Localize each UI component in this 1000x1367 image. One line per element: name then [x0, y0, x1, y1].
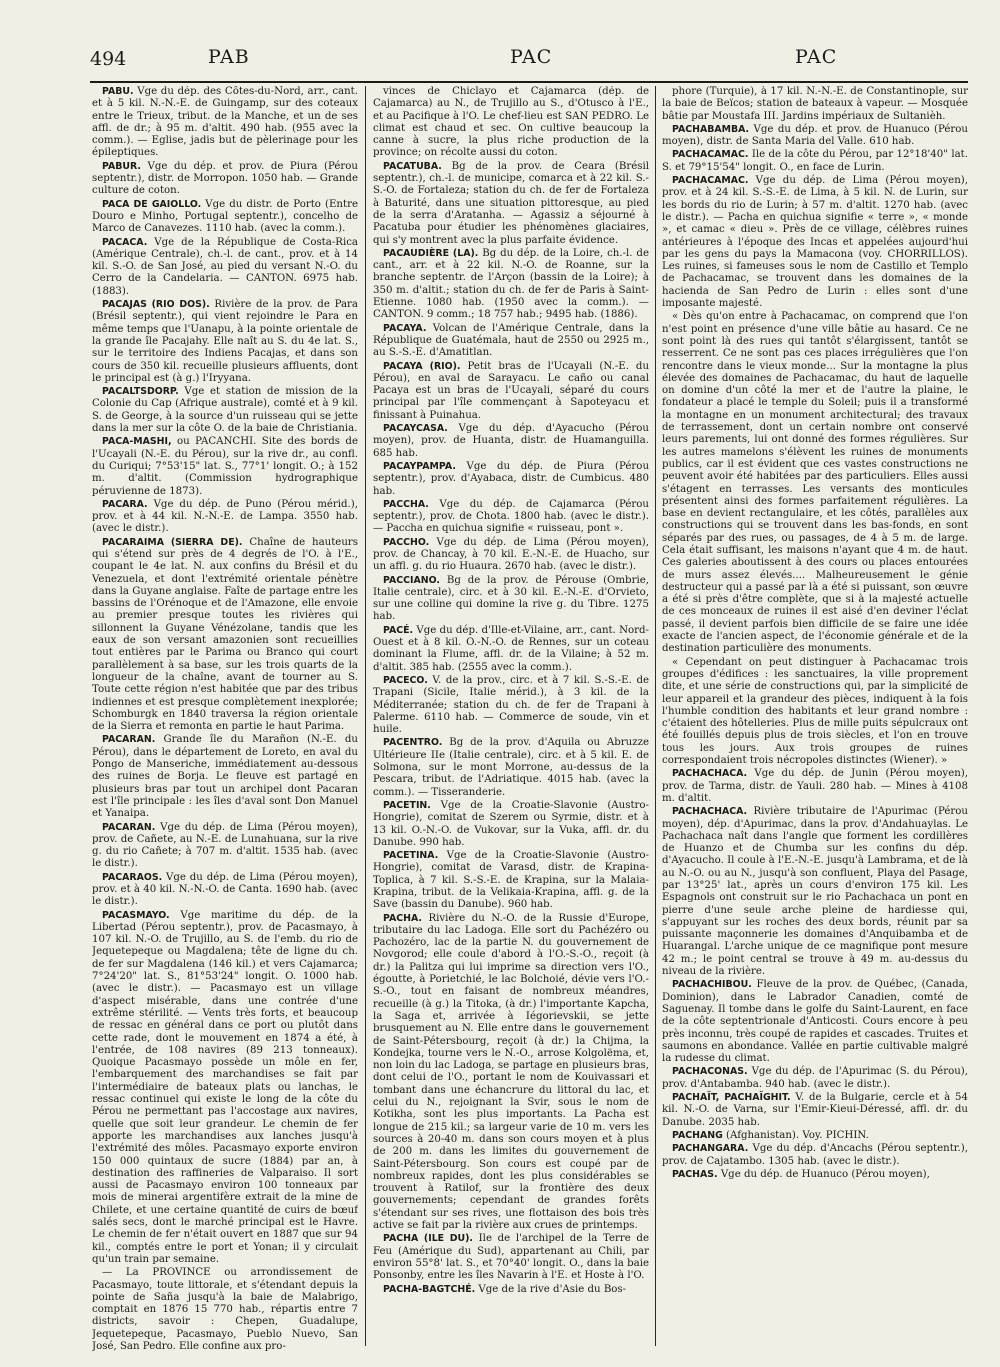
- dictionary-entry: [373, 161, 649, 247]
- entry-headword: PACHABAMBA.: [672, 123, 750, 135]
- entry-headword: PACHACHACA.: [672, 806, 748, 818]
- running-head-left: PAB: [208, 46, 250, 68]
- dictionary-entry: [92, 436, 358, 497]
- dictionary-entry: [373, 537, 649, 574]
- entry-headword: PACHA-BAGTCHÉ.: [383, 1283, 476, 1295]
- entry-text: Vge du distr. de Porto (Entre Douro e Minho, Portugal septentr.), concelho de Marco de Canavezes. 1110 hab. (avec la comm.).: [92, 198, 358, 235]
- text-column-2: [373, 86, 649, 1356]
- entry-text: Vge du dép. de Lima (Pérou moyen), prov. et à 24 kil. S.-S.-E. de Lima, à 5 kil. N. de Lurin, sur les bords du rio de Lurin; à 57 m. d'altit. 1270 hab. (avec le distr.). — Pacha en quichua signifie « terre », « monde », et camac « dieu ». Près de ce village, célèbres ruines antérieures à l'époque des Incas et appelées aujourd'hui par les gens du pays la Mamacona (voy. CHORRILLOS). Les ruines, si fameuses sous le nom de Castillo et Templo de Pachacamac, se trouvent dans les domaines de la hacienda de San Pedro de Lurin : elles sont d'une imposante majesté.: [662, 175, 968, 310]
- entry-text: Fleuve de la prov. de Québec, (Canada, Dominion), dans le Labrador Canadien, comté de Saguenay. Il tombe dans le golfe du Saint-Laurent, en face de la côte septentrionale d'Anticosti. Cours encore à peu près inconnu, très coupé de rapides et cascades. Truites et saumons en abondance. Vallée en partie cultivable malgré la rudesse du climat.: [662, 979, 968, 1065]
- dictionary-entry: [373, 1233, 649, 1282]
- entry-text: Vge du dép. de Lima (Pérou moyen), prov. et à 40 kil. N.-N.-O. de Canta. 1690 hab. (avec le distr.).: [92, 871, 358, 908]
- dictionary-entry: [92, 299, 358, 385]
- dictionary-entry: [662, 1143, 968, 1168]
- entry-text: Vge maritime du dép. de la Libertad (Pérou septentr.), prov. de Pacasmayo, à 107 kil. N.-O. de Trujillo, au S. de l'emb. du rio de Jequetepeque ou Magdalena; tête de ligne du ch. de fer sur Magdalena (146 kil.) et vers Cajamarca; 7°24'20" lat. S., 81°53'24" longit. O. 1000 hab. (avec le distr.). — Pacasmayo est un village d'aspect misérable, dans une contrée d'une extrême stérilité. — Vents très forts, et beaucoup de ressac en général dans ce port ou plutôt dans cette rade, dont le mouvement en 1874 a été, à l'entrée, de 108 navires (89 213 tonneaux). Quoique Pacasmayo possède un môle en fer, l'embarquement des marchandises se fait par l'intermédiaire de bateaux plats ou lanchas, le ressac continuel qui existe le long de la côte du Pérou ne permettant pas l'accostage aux navires, quelle que soit leur grandeur. Le chemin de fer apporte les marchandises aux lanches jusqu'à l'extrémité des môles. Pacasmayo exporte environ 150 000 quintaux de sucre (1884) par an, à destination des raffineries de Valparaiso. Il sort aussi de Pacasmayo environ 100 tonneaux par mois de minerai argentifère extrait de la mine de Chilete, et une certaine quantité de cuirs de bœuf salés secs, dont le marché principal est le Havre. Le chemin de fer n'était ouvert en 1887 que sur 94 kil., comptés entre le port et Yonan; il y circulait qu'un train par semaine.: [92, 909, 358, 1265]
- entry-text: Rivière du N.-O. de la Russie d'Europe, tributaire du lac Ladoga. Elle sort du Pachézéro ou Pachozéro, lac de la partie N. du gouvernement de Novgorod; elle coule d'abord à l'O.-S.-O., reçoit (à dr.) la Palitza qui lui imprime sa direction vers l'O., égoutte, à Porietchié, le lac Bolchoié, dévie vers l'O.-S.-O., tout en faisant de nombreux méandres, recueille (à g.) la Titoka, (à dr.) l'importante Kapcha, la Saga et, arrivée à Iégorievskii, se jette brusquement au N. Elle entre dans le gouvernement de Saint-Pétersbourg, reçoit (à dr.) la Chijma, la Kondejka, tourne vers le N.-O., arrose Kolgolëma, et, non loin du lac Ladoga, se partage en plusieurs bras, dont celui de l'O., portant le nom de Kouivassari et tombant dans une échancrure du littoral du lac, et celui du N., rejoignant la Svir, sous le nom de Kotikha, sont les plus importants. La Pacha est longue de 215 kil.; sa largeur varie de 10 m. vers les sources à 20-40 m. dans son cours moyen et à plus de 200 m. dans les limites du gouvernement de Saint-Pétersbourg. Son cours est coupé par de nombreux rapides, dont les plus considérables se trouvent à Ratilof, sur la frontière des deux gouvernements; cependant de grandes forêts s'étendant sur ses rives, une flottaison des bois très active se fait par la rivière aux crues de printemps.: [373, 912, 649, 1232]
- dictionary-entry: [373, 737, 649, 798]
- entry-headword: PACETINA.: [383, 850, 439, 862]
- entry-headword: PACAYPAMPA.: [383, 460, 456, 472]
- text-column-1: [92, 86, 358, 1356]
- dictionary-entry: [373, 575, 649, 624]
- dictionary-entry: [92, 910, 358, 1267]
- entry-headword: PACACA.: [102, 236, 148, 248]
- entry-headword: PACHA (ILE DU).: [383, 1233, 473, 1245]
- entry-text: Vge du dép. de Cajamarca (Pérou septentr.), prov. de Chota. 1800 hab. (avec le distr.). — Paccha en quichua signifie « ruisseau, pont ».: [373, 498, 649, 535]
- dictionary-entry: [92, 822, 358, 871]
- running-head-center: PAC: [510, 46, 553, 68]
- entry-headword: PACHACONAS.: [672, 1066, 748, 1078]
- dictionary-entry: [662, 768, 968, 805]
- entry-headword: PACHANG: [672, 1129, 723, 1141]
- dictionary-entry: [373, 913, 649, 1233]
- entry-text: vinces de Chiclayo et Cajamarca (dép. de Cajamarca) au N., de Trujillo au S., d'Otusco à l'E., et au Pacifique à l'O. Le chef-lieu est SAN PEDRO. Le climat est chaud et sec. On cultive beaucoup la canne à sucre, la plus riche production de la province; on récolte aussi du coton.: [373, 86, 649, 159]
- page-header: [90, 44, 970, 74]
- entry-headword: PACA-MASHI,: [102, 436, 172, 448]
- column-divider: [365, 86, 366, 1346]
- entry-headword: PACCIANO.: [383, 574, 440, 586]
- entry-headword: PACHAS.: [672, 1168, 718, 1180]
- entry-headword: PABU.: [102, 86, 134, 97]
- dictionary-entry: [662, 1092, 968, 1129]
- entry-text: ou PACANCHI. Site des bords de l'Ucayali (N.-E. du Pérou), sur la rive dr., au confl. du Curiqui; 7°53'15" lat. S., 77°1' longit. O.; à 152 m. d'altit. (Commission hydrographique péruvienne de 1873).: [92, 436, 358, 497]
- entry-headword: PACCHA.: [383, 498, 429, 510]
- dictionary-entry: [662, 149, 968, 174]
- dictionary-entry: [662, 806, 968, 978]
- entry-text: Vge de la Croatie-Slavonie (Austro-Hongrie), comitat de Varasd, distr. de Krapina-Toplica, à 7 kil. S.-S.-E. de Krapina, sur la Malaia-Krapina, tribut. de la Velikaia-Krapina, affl. g. de la Save (bassin du Danube). 960 hab.: [373, 850, 649, 911]
- entry-text: Volcan de l'Amérique Centrale, dans la République de Guatémala, haut de 2550 ou 2925 m., au S.-S.-E. d'Amatitlan.: [373, 322, 649, 359]
- dictionary-entry: [373, 499, 649, 536]
- dictionary-entry: [92, 499, 358, 536]
- entry-headword: PACHACAMAC.: [672, 149, 749, 161]
- entry-text: Vge du dép. de Lima (Pérou moyen), prov. de Chancay, à 70 kil. E.-N.-E. de Huacho, sur un affl. g. du rio Huaura. 2670 hab. (avec le distr.).: [373, 536, 649, 573]
- entry-headword: PACAYA (RIO).: [383, 360, 461, 372]
- dictionary-entry: [92, 199, 358, 236]
- dictionary-entry: [92, 86, 358, 160]
- entry-headword: PACHACAMAC.: [672, 175, 749, 187]
- entry-headword: PACARAN.: [102, 734, 156, 746]
- entry-text: Vge du dép. et prov. de Huanuco (Pérou moyen), distr. de Santa Maria del Valle. 610 hab.: [662, 123, 968, 148]
- entry-headword: PACALTSDORP.: [102, 386, 179, 398]
- entry-headword: PACHACHIBOU.: [672, 979, 752, 991]
- entry-headword: PACAYCASA.: [383, 423, 448, 435]
- entry-text: Vge de la République de Costa-Rica (Amérique Centrale), ch.-l. de cant., prov. et à 14 kil. S.-O. de San José, au pied du versant N.-O. du Cerro de la Candelaria. — CANTON. 6975 hab. (1883).: [92, 236, 358, 297]
- entry-text: Vge du dép. de l'Apurimac (S. du Pérou), prov. d'Antabamba. 940 hab. (avec le distr.).: [662, 1066, 968, 1090]
- dictionary-entry: [662, 1066, 968, 1091]
- page-number: 494: [90, 48, 127, 70]
- entry-text: Vge du dép. de Lima (Pérou moyen), prov. de Cañete, au N.-E. de Lunahuana, sur la rive g. du rio Cañete; à 707 m. d'altit. 1535 hab. (avec le distr.).: [92, 821, 358, 870]
- entry-headword: PACARAOS.: [102, 871, 163, 883]
- entry-text: Chaîne de hauteurs qui s'étend sur près de 4 degrés de l'O. à l'E., coupant le 4e lat. N. aux confins du Brésil et du Venezuela, et dont l'extrémité orientale pénètre dans la Guyane anglaise. Faîte de partage entre les bassins de l'Orénoque et de l'Amazone, elle envoie au premier presque toutes les rivières qui sillonnent la Guyane Vénézolane, tandis que les eaux de son versant amazonien sont recueillies tout entières par le Parima ou Branco qui court parallèlement à sa base, sur les trois quarts de la longueur de la chaîne, avant de tourner au S. Toute cette région n'est habitée que par des tribus indiennes et est presque complètement inexplorée; Schomburgk en 1840 traversa la région orientale de la Sierra et remonta en partie le haut Parima.: [92, 536, 358, 733]
- entry-text: Vge du dép. d'Ancachs (Pérou septentr.), prov. de Cajatambo. 1305 hab. (avec le distr.).: [662, 1143, 968, 1167]
- entry-headword: PACARA.: [102, 498, 148, 510]
- entry-text: Bg de la prov. de Pérouse (Ombrie, Italie centrale), circ. et à 30 kil. E.-N.-E. d'Orvieto, sur une colline qui domine la rive g. du Tibre. 1275 hab.: [373, 574, 649, 623]
- dictionary-entry: [92, 386, 358, 435]
- entry-text: Bg du dép. de la Loire, ch.-l. de cant., arr. et à 22 kil. N.-O. de Roanne, sur la branche septentr. de l'Arçon (bassin de la Loire); à 350 m. d'altit.; station du ch. de fer de Paris à Saint-Etienne. 1080 hab. (1950 avec la comm.). — CANTON. 9 comm.; 18 757 hab.; 9495 hab. (1886).: [373, 247, 649, 321]
- text-column-3: [662, 86, 968, 1356]
- entry-text: Ile de la côte du Pérou, par 12°18'40" lat. S. et 79°15'54" longit. O., en face de Lurin.: [662, 149, 968, 173]
- dictionary-entry: [92, 161, 358, 198]
- dictionary-entry: [662, 124, 968, 149]
- column-divider: [655, 86, 656, 1346]
- dictionary-entry: [662, 311, 968, 655]
- dictionary-entry: [373, 248, 649, 322]
- entry-text: Vge du dép. et prov. de Piura (Pérou septentr.), distr. de Morropon. 1050 hab. — Grande culture de coton.: [92, 160, 358, 197]
- dictionary-entry: [92, 237, 358, 298]
- entry-text: « Cependant on peut distinguer à Pachacamac trois groupes d'édifices : les sanctuaires, la ville proprement dite, et une série de constructions qui, par la simplicité de leur appareil et la grandeur des pièces, indiquent à la fois l'humble condition des habitants et leur grand nombre : c'étaient des hôtelleries. Plus de mille puits sépulcraux ont été fouillés depuis plus de trois siècles, et l'on en trouve tous les jours. Aux trois groupes de ruines correspondaient trois nécropoles distinctes (Wiener). »: [662, 656, 968, 767]
- entry-text: Rivière tributaire de l'Apurimac (Pérou moyen), dép. d'Apurimac, dans la prov. d'Andahuaylas. Le Pachachaca naît dans l'angle que forment les cordillères de Huanzo et de Chumba sur les confins du dép. d'Ayacucho. Il coule à l'E.-N.-E. jusqu'à Lambrama, et de là au N.-O. ou au N., jusqu'à son confluent, Playa del Pasage, par 13°25' lat., après un cours d'environ 175 kil. Les Espagnols ont construit sur le rio Pachachaca un pont en pierre d'une seule arche pleine de hardiesse qui, s'appuyant sur les roches des deux bords, réunit par sa puissante maçonnerie les domaines d'Anquibamba et de Huarangal. L'arche unique de ce magnifique pont mesure 42 m.; le point central se trouve à 49 m. au-dessus du niveau de la rivière.: [662, 806, 968, 978]
- dictionary-entry: [662, 1130, 968, 1142]
- dictionary-entry: [662, 1169, 968, 1181]
- dictionary-entry: [662, 657, 968, 768]
- dictionary-entry: [373, 423, 649, 460]
- dictionary-entry: [373, 675, 649, 736]
- entry-headword: PACAJAS (RIO DOS).: [102, 299, 210, 311]
- entry-text: Vge du dép. de Huanuco (Pérou moyen),: [720, 1168, 930, 1180]
- dictionary-entry: [373, 323, 649, 360]
- entry-headword: PACARAN.: [102, 821, 156, 833]
- entry-text: Grande île du Marañon (N.-E. du Pérou), dans le département de Loreto, en aval du Pongo de Manseriche, immédiatement au-dessous des ruines de Borja. Le fleuve est partagé en plusieurs bras par tout un archipel dont Pacaran est l'île principale : les îles d'aval sont Don Manuel et Yanaipa.: [92, 734, 358, 820]
- entry-text: « Dès qu'on entre à Pachacamac, on comprend que l'on n'est point en présence d'une ville bâtie au hasard. Ce ne sont point là des rues qui tantôt s'élargissent, tantôt se resserrent. Ce ne sont pas ces places irrégulières que l'on rencontre dans le vieux monde... Sur la montagne la plus élevée des domaines de Pachacamac, du haut de laquelle on domine d'un côté la mer et de l'autre la plaine, le fondateur a placé le temple du Soleil; puis il a transformé la montagne en un monument architectural; des travaux de terrassement, dont un certain nombre ont conservé leurs parements, lui ont donné des formes régulières. Sur les autres mamelons s'élèvent les ruines de monuments publics, car il est évident que ces vastes constructions ne peuvent avoir été habitées par des particuliers. Elles aussi s'étagent en terrasses. Les versants des monticules présentent ainsi des formes parfaitement régulières. La base en devient rectangulaire, et les côtés, parallèles aux constructions qui se trouvent dans les bas-fonds, en sont séparés par des rues, ou passages, de 4 à 5 m. de large. Cela était suffisant, les maisons n'ayant que 4 m. de haut. Ces galeries aboutissent à des cours ou places entourées de murs assez élevés.... Malheureusement le génie destructeur qui a passé par là a été si puissant, son œuvre a été si près d'être complète, que si à la majesté actuelle de ces monceaux de ruines il est aisé d'en deviner l'éclat passé, il devient parfois bien difficile de se faire une idée exacte de l'ancien aspect, de l'économie générale et de la destination particulière des monuments.: [662, 311, 968, 655]
- entry-text: Rivière de la prov. de Para (Brésil septentr.), qui vient rejoindre le Para en même temps que l'Uanapu, à la pointe orientale de la grande île Pacajahy. Elle naît au S. du 4e lat. S., sur le territoire des Indiens Pacajas, et dans son cours de 350 kil. recueille plusieurs affluents, dont le principal est (à g.) l'Iryyana.: [92, 299, 358, 384]
- entry-text: Vge du dép. d'Ille-et-Vilaine, arr., cant. Nord-Ouest et à 8 kil. O.-N.-O. de Rennes, sur un coteau dominant la Flume, affl. dr. de la Vilaine; à 52 m. d'altit. 385 hab. (2555 avec la comm.).: [373, 624, 649, 673]
- dictionary-entry: [373, 1284, 649, 1296]
- entry-text: phore (Turquie), à 17 kil. N.-N.-E. de Constantinople, sur la baie de Beïcos; station de bateaux à vapeur. — Mosquée bâtie par Moustafa III. Jardins impériaux de Sultanièh.: [662, 86, 968, 122]
- entry-text: Vge du dép. de Piura (Pérou septentr.), prov. d'Ayabaca, distr. de Cumbicus. 480 hab.: [373, 460, 649, 497]
- dictionary-entry: [662, 175, 968, 310]
- entry-text: Bg de la prov. de Ceara (Brésil septentr.), ch.-l. de municipe, comarca et à 22 kil. S.-S.-O. de Fortaleza; station du ch. de fer de Fortaleza à Baturité, dans une situation pittoresque, au pied de la serra d'Aratanha. — Agassiz a séjourné à Pacatuba pour étudier les phénomènes glaciaires, qui s'y montrent avec la plus parfaite évidence.: [373, 160, 649, 246]
- entry-text: Vge de la Croatie-Slavonie (Austro-Hongrie), comitat de Szerem ou Syrmie, distr. et à 13 kil. O.-N.-O. de Vukovar, sur la Vuka, affl. dr. du Danube. 990 hab.: [373, 799, 649, 848]
- entry-headword: PACAYA.: [383, 322, 427, 334]
- entry-text: V. de la prov., circ. et à 7 kil. S.-S.-E. de Trapani (Sicile, Italie mérid.), à 3 kil. de la Méditerranée; station du ch. de fer de Trapani à Palerme. 6110 hab. — Commerce de soude, vin et huile.: [373, 674, 649, 736]
- entry-headword: PACHACHACA.: [672, 768, 748, 780]
- dictionary-entry: [373, 361, 649, 422]
- entry-headword: PACASMAYO.: [102, 909, 170, 921]
- entry-text: Vge du dép. d'Ayacucho (Pérou moyen), prov. de Huanta, distr. de Huamanguilla. 685 hab.: [373, 423, 649, 459]
- entry-headword: PACHAÏT, PACHAÏGHIT.: [672, 1092, 791, 1104]
- entry-headword: PABUR.: [102, 160, 141, 172]
- dictionary-entry: [373, 850, 649, 911]
- entry-headword: PACÉ.: [383, 624, 414, 636]
- entry-text: Vge du dép. de Junin (Pérou moyen), prov. de Tarma, distr. de Yauli. 280 hab. — Mines à 4108 m. d'altit.: [662, 768, 968, 804]
- entry-headword: PACAUDIÈRE (LA).: [383, 247, 479, 259]
- dictionary-entry: [92, 734, 358, 820]
- dictionary-entry: [662, 979, 968, 1065]
- dictionary-entry: [373, 625, 649, 674]
- entry-headword: PACHA.: [383, 912, 422, 924]
- entry-text: Petit bras de l'Ucayali (N.-E. du Pérou), en aval de Sarayacu. Le caño ou canal Pacaya est un bras de l'Ucayali, séparé du cours principal par l'île commençant à Sapoteyacu et finissant à Puinahua.: [373, 360, 649, 421]
- dictionary-entry: [373, 461, 649, 498]
- entry-headword: PACATUBA.: [383, 160, 442, 172]
- running-head-right: PAC: [795, 46, 838, 68]
- dictionary-entry: [92, 872, 358, 909]
- entry-headword: PACENTRO.: [383, 737, 443, 749]
- entry-headword: PACCHO.: [383, 536, 430, 548]
- entry-headword: PACARAIMA (SIERRA DE).: [102, 536, 243, 548]
- entry-headword: PACETIN.: [383, 799, 431, 811]
- dictionary-entry: [92, 1267, 358, 1353]
- entry-text: (Afghanistan). Voy. PICHIN.: [726, 1129, 869, 1141]
- header-rule: [90, 81, 968, 83]
- dictionary-entry: [373, 800, 649, 849]
- dictionary-entry: [373, 86, 649, 160]
- entry-text: Vge et station de mission de la Colonie du Cap (Afrique australe), comté et à 9 kil. S. de George, à la source d'un ruisseau qui se jette dans la mer sur la côte O. de la baie de Christiania.: [92, 386, 358, 435]
- entry-text: — La PROVINCE ou arrondissement de Pacasmayo, toute littorale, et s'étendant depuis la pointe de Saña jusqu'à la baie de Malabrigo, comptait en 1876 15 770 hab., répartis entre 7 districts, savoir : Chepen, Guadalupe, Jequetepeque, Pacasmayo, Pueblo Nuevo, San José, San Pedro. Elle confine aux pro-: [92, 1267, 358, 1352]
- entry-text: Vge du dép. de Puno (Pérou mérid.), prov. et à 44 kil. N.-N.-E. de Lampa. 3550 hab. (avec le distr.).: [92, 498, 358, 535]
- entry-headword: PACA DE GAIOLLO.: [102, 198, 202, 210]
- entry-text: Vge de la rive d'Asie du Bos-: [478, 1283, 627, 1295]
- entry-text: Ile de l'archipel de la Terre de Feu (Amérique du Sud), appartenant au Chili, par environ 55°8' lat. S., et 70°40' longit. O., dans la baie Ponsonby, entre les îles Navarin à l'E. et Hoste à l'O.: [373, 1233, 649, 1282]
- dictionary-entry: [662, 86, 968, 123]
- entry-text: Bg de la prov. d'Aquila ou Abruzze Ultérieure IIe (Italie centrale), circ. et à 5 kil. E. de Solmona, sur le mont Morrone, au-dessus de la Pescara, tribut. de l'Adriatique. 4015 hab. (avec la comm.). — Tisseranderie.: [373, 737, 649, 798]
- dictionary-entry: [92, 537, 358, 734]
- entry-text: V. de la Bulgarie, cercle et à 54 kil. N.-O. de Varna, sur l'Emir-Kieui-Déressé, affl. dr. du Danube. 2035 hab.: [662, 1092, 968, 1128]
- entry-text: Vge du dép. des Côtes-du-Nord, arr., cant. et à 5 kil. N.-N.-E. de Guingamp, sur des coteaux entre le Trieux, tribut. de la Manche, et un de ses affl. de dr.; à 95 m. d'altit. 490 hab. (955 avec la comm.). — Eglise, jadis but de pèlerinage pour les épileptiques.: [92, 86, 358, 159]
- entry-headword: PACECO.: [383, 674, 428, 686]
- entry-headword: PACHANGARA.: [672, 1143, 749, 1155]
